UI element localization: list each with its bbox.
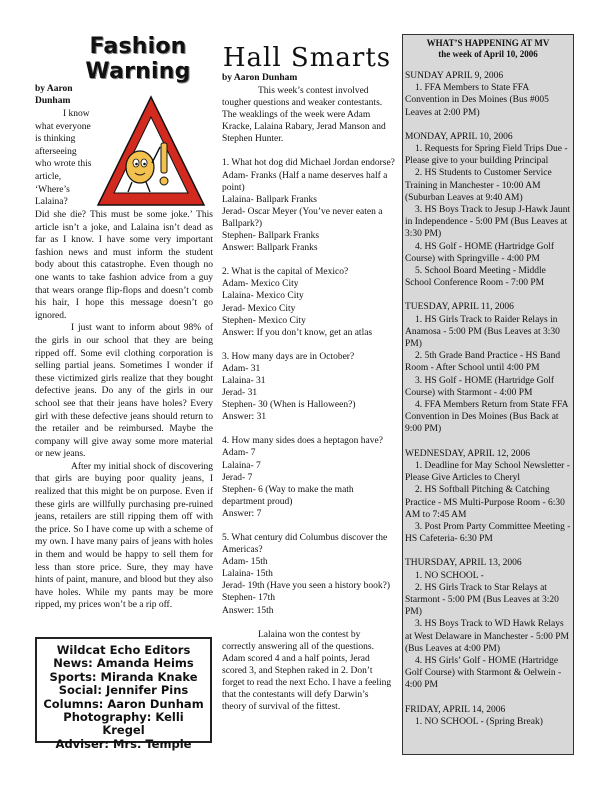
schedule-day (405, 704, 571, 728)
schedule-event: 3. HS Boys Track to WD Hawk Relays at West Delaware in Manchester - 5:00 PM (Bus Leaves at 4:00 PM) (405, 619, 569, 654)
correct-answer: Answer: 7 (222, 508, 262, 519)
hall-smarts-question-3 (222, 351, 395, 424)
schedule-event: 4. FFA Members Return from State FFA Convention in Des Moines (Bus Back at 9:00 PM) (405, 400, 568, 435)
contestant-answer: Jerad- Oscar Meyer (You’ve never eaten a Ballpark?) (222, 206, 383, 229)
contestant-answer: Stephen- 17th (222, 593, 276, 604)
contestant-answer: Stephen- 30 (When is Halloween?) (222, 400, 356, 411)
contestant-answer: Stephen- Ballpark Franks (222, 231, 320, 242)
editors-box (35, 637, 212, 751)
question-text: 5. What century did Columbus discover the Americas? (222, 533, 388, 556)
fashion-warning-lead-text: I know what everyone is thinking afterseeing who wrote this article, ‘Where’s Lalaina? (35, 109, 92, 208)
fashion-warning-lead (35, 108, 93, 209)
contestant-answer: Adam- 15th (222, 557, 268, 568)
editors-heading: Wildcat Echo Editors (56, 643, 191, 657)
schedule-event: 4. HS Golf - HOME (Hartridge Golf Course) with Springville - 4:00 PM (405, 241, 555, 264)
contestant-answer: Adam- 31 (222, 363, 261, 374)
hall-smarts-title: Hall Smarts (222, 43, 392, 73)
correct-answer: Answer: If you don’t know, get an atlas (222, 327, 373, 338)
contestant-answer: Lalaina- 7 (222, 460, 261, 471)
contestant-answer: Lalaina- Mexico City (222, 291, 304, 302)
schedule-day-label: MONDAY, APRIL 10, 2006 (405, 131, 513, 142)
schedule-event: 1. NO SCHOOL - (Spring Break) (415, 716, 543, 727)
schedule-event: 1. Requests for Spring Field Trips Due - Please give to your building Principal (405, 144, 568, 167)
hall-smarts-intro: This week’s contest involved tougher questions and weaker contestants. The weaklings of the week were Adam Kracke, Lalaina Rabary, Jerad Manson and Stephen Hunter. (222, 86, 386, 145)
schedule-day (405, 557, 571, 691)
question-text: 3. How many days are in October? (222, 351, 355, 362)
hall-smarts-question-4 (222, 435, 395, 520)
fashion-warning-byline: by Aaron Dunham (35, 84, 73, 106)
fashion-warning-title-line1: Fashion (89, 34, 187, 59)
contestant-answer: Stephen- 6 (Way to make the math department proud) (222, 484, 354, 507)
hall-smarts-byline: by Aaron Dunham (222, 73, 298, 83)
schedule-day-label: THURSDAY, APRIL 13, 2006 (405, 558, 522, 569)
schedule-event: 1. FFA Members to State FFA Convention in Des Moines (Bus #005 Leaves at 2:00 PM) (405, 83, 549, 118)
contestant-answer: Adam- 7 (222, 448, 256, 459)
schedule-event: 2. 5th Grade Band Practice - HS Band Room - After School until 4:00 PM (405, 351, 561, 374)
schedule-day (405, 131, 571, 290)
correct-answer: Answer: Ballpark Franks (222, 243, 318, 254)
fashion-warning-body (35, 209, 213, 612)
schedule-event: 4. HS Girls’ Golf - HOME (Hartridge Golf Course) with Starmont & Oelwein - 4:00 PM (405, 655, 562, 691)
hall-smarts-question-5 (222, 532, 395, 617)
warning-sign-cartoon-icon (94, 93, 208, 211)
contestant-answer: Lalaina- Ballpark Franks (222, 194, 317, 205)
whats-happening-subtitle: the week of April 10, 2006 (438, 49, 538, 59)
hall-smarts-outro: Lalaina won the contest by correctly answering all of the questions. Adam scored 4 and a half points, Jerad scored 3, and Stephen raked in 2. Don’t forget to read the next Echo. I have a feeling that the contestants will defy Darwin’s theory of survival of the fittest. (222, 629, 392, 713)
contestant-answer: Stephen- Mexico City (222, 315, 306, 326)
contestant-answer: Adam- Franks (Half a name deserves half a point) (222, 170, 388, 193)
whats-happening-schedule (405, 70, 571, 728)
contestant-answer: Jerad- 7 (222, 472, 253, 483)
contestant-answer: Adam- Mexico City (222, 279, 299, 290)
schedule-day-label: TUESDAY, APRIL 11, 2006 (405, 302, 514, 313)
hall-smarts-body (222, 85, 395, 725)
editor-social: Social: Jennifer Pins (58, 683, 189, 698)
fashion-warning-paragraph: After my initial shock of discovering that girls are buying poor quality jeans, I realized that this might be on purpose. Even if these girls are willfully purchasing pre-ruined jeans, retailers are still ripping them off with the price. So I have come up with a scheme of my own. I have many pairs of jeans with holes in them and would be happy to sell them for less than store price. Sure, they may have hints of paint, manure, and blood but they also have holes. While my pants may be more ripped, my prices won’t be a rip off. (35, 461, 213, 611)
schedule-day (405, 301, 571, 435)
hall-smarts-question-1 (222, 157, 395, 254)
correct-answer: Answer: 31 (222, 412, 267, 423)
whats-happening-box (402, 34, 574, 755)
schedule-day-label: FRIDAY, APRIL 14, 2006 (405, 704, 506, 715)
fashion-warning-title (68, 34, 208, 84)
fashion-warning-paragraph: Did she die? This must be some joke.’ This article isn’t a joke, and Lalaina isn’t dead as far as I know. I have some very important fashion news and must inform the student body about this catastrophe. Even though no one wants to take fashion advice from a guy that wears orange flip-flops and doesn’t comb his hair, I hope this message doesn’t go ignored. (35, 210, 213, 321)
editor-sports: Sports: Miranda Knake (49, 669, 198, 684)
schedule-event: 3. HS Boys Track to Jesup J-Hawk Jaunt in Independence - 5:00 PM (Bus Leaves at 3:30 PM) (405, 205, 571, 240)
schedule-event: 1. Deadline for May School Newsletter - Please Give Articles to Cheryl (405, 460, 570, 484)
whats-happening-header (405, 38, 571, 60)
schedule-event: 5. School Board Meeting - Middle School Conference Room - 7:00 PM (405, 266, 546, 289)
schedule-day (405, 448, 571, 546)
question-text: 2. What is the capital of Mexico? (222, 267, 349, 278)
question-text: 4. How many sides does a heptagon have? (222, 436, 383, 447)
schedule-event: 2. HS Softball Pitching & Catching Practice - MS Multi-Purpose Room - 6:30 AM to 7:45 AM (405, 485, 565, 520)
schedule-event: 3. HS Golf - HOME (Hartridge Golf Course) with Starmont - 4:00 PM (405, 375, 555, 398)
schedule-day-label: SUNDAY APRIL 9, 2006 (405, 71, 504, 81)
schedule-day-label: WEDNESDAY, APRIL 12, 2006 (405, 448, 531, 459)
contestant-answer: Jerad- Mexico City (222, 303, 296, 314)
editor-columns: Columns: Aaron Dunham (43, 696, 204, 711)
editor-news: News: Amanda Heims (53, 656, 194, 671)
contestant-answer: Jerad- 31 (222, 388, 258, 399)
hall-smarts-question-2 (222, 266, 395, 339)
contestant-answer: Lalaina- 15th (222, 569, 273, 580)
schedule-event: 1. NO SCHOOL - (415, 570, 484, 581)
whats-happening-title: WHAT’S HAPPENING AT MV (426, 38, 550, 48)
correct-answer: Answer: 15th (222, 605, 274, 616)
schedule-event: 1. HS Girls Track to Raider Relays in Anamosa - 5:00 PM (Bus Leaves at 3:30 PM) (405, 314, 560, 350)
editor-adviser: Adviser: Mrs. Temple (55, 736, 192, 751)
schedule-event: 3. Post Prom Party Committee Meeting - HS Cafeteria- 6:30 PM (405, 521, 571, 545)
fashion-warning-paragraph: I just want to inform about 98% of the girls in our school that they are being ripped off. Some evil clothing corporation is selling partial jeans. Sometimes I wonder if these victimized girls realize that they bought defective jeans. Do any of the girls in our school see that their jeans have holes? Every girl with these defective jeans should return to the retailer and be reimbursed. Maybe the company will give away some more material or new jeans. (35, 323, 213, 460)
contestant-answer: Jerad- 19th (Have you seen a history book?) (222, 581, 391, 592)
schedule-day (405, 70, 571, 119)
fashion-warning-title-line2: Warning (85, 59, 191, 84)
schedule-event: 2. HS Girls Track to Star Relays at Starmont - 5:00 PM (Bus Leaves at 3:20 PM) (405, 582, 559, 618)
contestant-answer: Lalaina- 31 (222, 375, 266, 386)
editor-photography: Photography: Kelli Kregel (63, 710, 184, 738)
schedule-event: 2. HS Students to Customer Service Training in Manchester - 10:00 AM (Suburban Leaves at 9:40 AM) (405, 168, 552, 203)
question-text: 1. What hot dog did Michael Jordan endorse? (222, 158, 395, 169)
